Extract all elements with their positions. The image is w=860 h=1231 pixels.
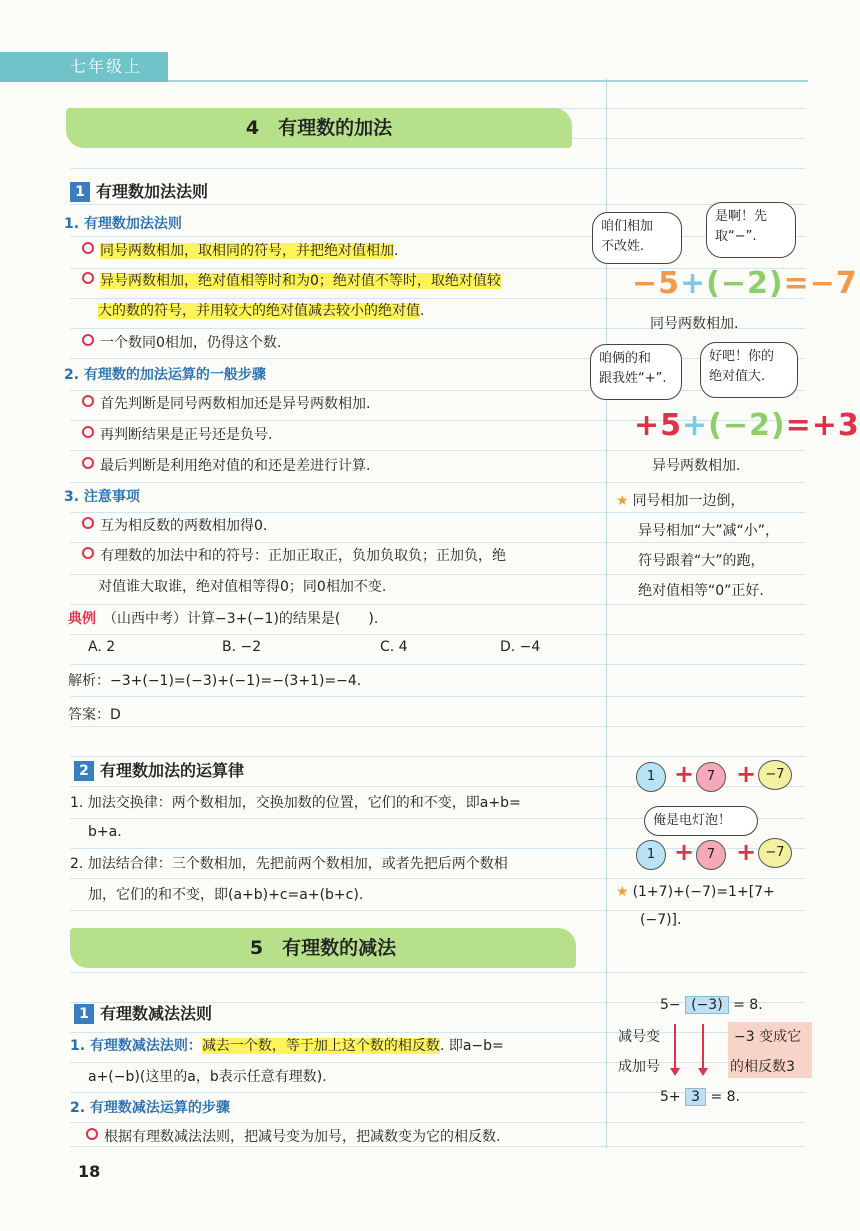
speech-bubble: 咱们相加 不改姓. — [592, 212, 682, 264]
commutative-law-cont: b+a. — [88, 824, 122, 840]
example-label: 典例 — [68, 611, 96, 627]
page-number: 18 — [78, 1162, 101, 1181]
number-ball: −7 — [758, 838, 792, 868]
subtraction-rule-cont: a+(−b)(这里的a，b表示任意有理数). — [88, 1069, 327, 1085]
bullet-icon — [82, 547, 94, 559]
section-title-subtraction: 5 有理数的减法 — [70, 928, 576, 968]
caption-opposite-sign: 异号两数相加. — [652, 458, 741, 474]
subsection-heading-subtraction-rule — [74, 1001, 212, 1024]
rule-same-sign: 同号两数相加，取相同的符号，并把绝对值相加. — [82, 240, 398, 260]
rhyme-line-3: 符号跟着“大”的跑， — [638, 553, 765, 569]
bullet-icon — [82, 395, 94, 407]
subsection-number: 1 — [74, 1004, 94, 1024]
associative-law-cont: 加，它们的和不变，即(a+b)+c=a+(b+c). — [88, 887, 364, 903]
option-b: B. −2 — [222, 639, 262, 655]
steps-heading: 2. 有理数的加法运算的一般步骤 — [64, 367, 266, 383]
bullet-icon — [82, 426, 94, 438]
plus-icon: + — [674, 838, 695, 866]
example-question: （山西中考）计算−3+(−1)的结果是( ). — [110, 611, 379, 627]
section-title-addition: 4 有理数的加法 — [66, 108, 572, 148]
down-arrow-icon — [702, 1024, 704, 1070]
grade-tab: 七年级上 — [0, 52, 168, 82]
bullet-icon — [82, 517, 94, 529]
same-sign-equation: −5+(−2)=−7 — [632, 266, 858, 301]
option-a: A. 2 — [88, 639, 116, 655]
number-ball: −7 — [758, 760, 792, 790]
subtraction-equation-after: 5+ 3 = 8. — [660, 1089, 741, 1105]
subtraction-steps-heading: 2. 有理数减法运算的步骤 — [70, 1100, 230, 1116]
rules-heading: 1. 有理数加法法则 — [64, 216, 182, 232]
subsection-number: 1 — [70, 182, 90, 202]
subsection-title: 有理数加法法则 — [96, 182, 209, 201]
commutative-law: 1. 加法交换律：两个数相加，交换加数的位置，它们的和不变，即a+b= — [70, 795, 521, 811]
rule-opposite-sign-cont: 大的数的符号，并用较大的绝对值减去较小的绝对值. — [98, 303, 425, 319]
rhyme-line-4: 绝对值相等“0”正好. — [638, 583, 764, 599]
step-3: 最后判断是利用绝对值的和还是差进行计算. — [82, 455, 370, 475]
down-arrow-icon — [674, 1024, 676, 1070]
subsection-title: 有理数减法法则 — [100, 1004, 213, 1023]
speech-bubble: 好吧！你的 绝对值大. — [700, 342, 798, 398]
note-2: 有理数的加法中和的符号：正加正取正，负加负取负；正加负，绝 — [82, 545, 506, 565]
plus-icon: + — [674, 760, 695, 788]
minus-to-plus-note: 减号变 — [618, 1029, 660, 1045]
arrowhead-icon — [670, 1068, 680, 1076]
solution: 解析：−3+(−1)=(−3)+(−1)=−(3+1)=−4. — [68, 673, 362, 689]
number-ball: 1 — [636, 762, 666, 792]
number-ball: 7 — [696, 840, 726, 870]
bullet-icon — [82, 272, 94, 284]
step-2: 再判断结果是正号还是负号. — [82, 424, 272, 444]
number-ball: 7 — [696, 762, 726, 792]
opposite-sign-equation: +5+(−2)=+3 — [634, 408, 860, 443]
speech-bubble: 咱俩的和 跟我姓“+”. — [590, 344, 682, 400]
opposite-number-note-cont: 的相反数3 — [730, 1059, 795, 1075]
subsection-heading-addition-laws — [74, 758, 244, 781]
note-2-cont: 对值谁大取谁，绝对值相等得0；同0相加不变. — [98, 579, 387, 595]
minus-to-plus-note-cont: 成加号 — [618, 1059, 660, 1075]
subsection-heading-addition-rules — [70, 179, 208, 202]
answer: 答案：D — [68, 707, 121, 723]
speech-bubble: 是啊！先 取“−”. — [706, 202, 796, 258]
note-1: 互为相反数的两数相加得0. — [82, 515, 267, 535]
rhyme-line-2: 异号相加“大”减“小”， — [638, 523, 780, 539]
star-icon: ★ — [616, 884, 629, 900]
subtraction-step-1: 根据有理数减法法则，把减号变为加号，把减数变为它的相反数. — [86, 1126, 500, 1146]
subsection-title: 有理数加法的运算律 — [100, 761, 245, 780]
bullet-icon — [82, 334, 94, 346]
opposite-number-note: −3 变成它 — [734, 1029, 802, 1045]
bullet-icon — [82, 457, 94, 469]
option-d: D. −4 — [500, 639, 541, 655]
number-ball: 1 — [636, 840, 666, 870]
subtraction-equation-before: 5− (−3) = 8. — [660, 997, 763, 1013]
associative-law: 2. 加法结合律：三个数相加，先把前两个数相加，或者先把后两个数相 — [70, 856, 508, 872]
star-icon: ★ — [616, 493, 629, 509]
rule-add-zero: 一个数同0相加，仍得这个数. — [82, 332, 281, 352]
subsection-number: 2 — [74, 761, 94, 781]
header-rule — [168, 80, 808, 82]
associative-example-cont: (−7)]. — [640, 912, 682, 928]
plus-icon: + — [736, 838, 757, 866]
bullet-icon — [82, 242, 94, 254]
bullet-icon — [86, 1128, 98, 1140]
example — [68, 608, 378, 628]
caption-same-sign: 同号两数相加. — [650, 316, 739, 332]
notes-heading: 3. 注意事项 — [64, 489, 140, 505]
speech-bubble: 俺是电灯泡！ — [644, 806, 758, 836]
plus-icon: + — [736, 760, 757, 788]
arrowhead-icon — [698, 1068, 708, 1076]
step-1: 首先判断是同号两数相加还是异号两数相加. — [82, 393, 370, 413]
subtraction-rule: 1. 有理数减法法则：减去一个数，等于加上这个数的相反数. 即a−b= — [70, 1038, 504, 1054]
option-c: C. 4 — [380, 639, 408, 655]
associative-example: ★ (1+7)+(−7)=1+[7+ — [616, 884, 775, 900]
rhyme-line-1: ★ 同号相加一边倒， — [616, 493, 745, 509]
rule-opposite-sign: 异号两数相加，绝对值相等时和为0；绝对值不等时，取绝对值较 — [82, 270, 501, 290]
